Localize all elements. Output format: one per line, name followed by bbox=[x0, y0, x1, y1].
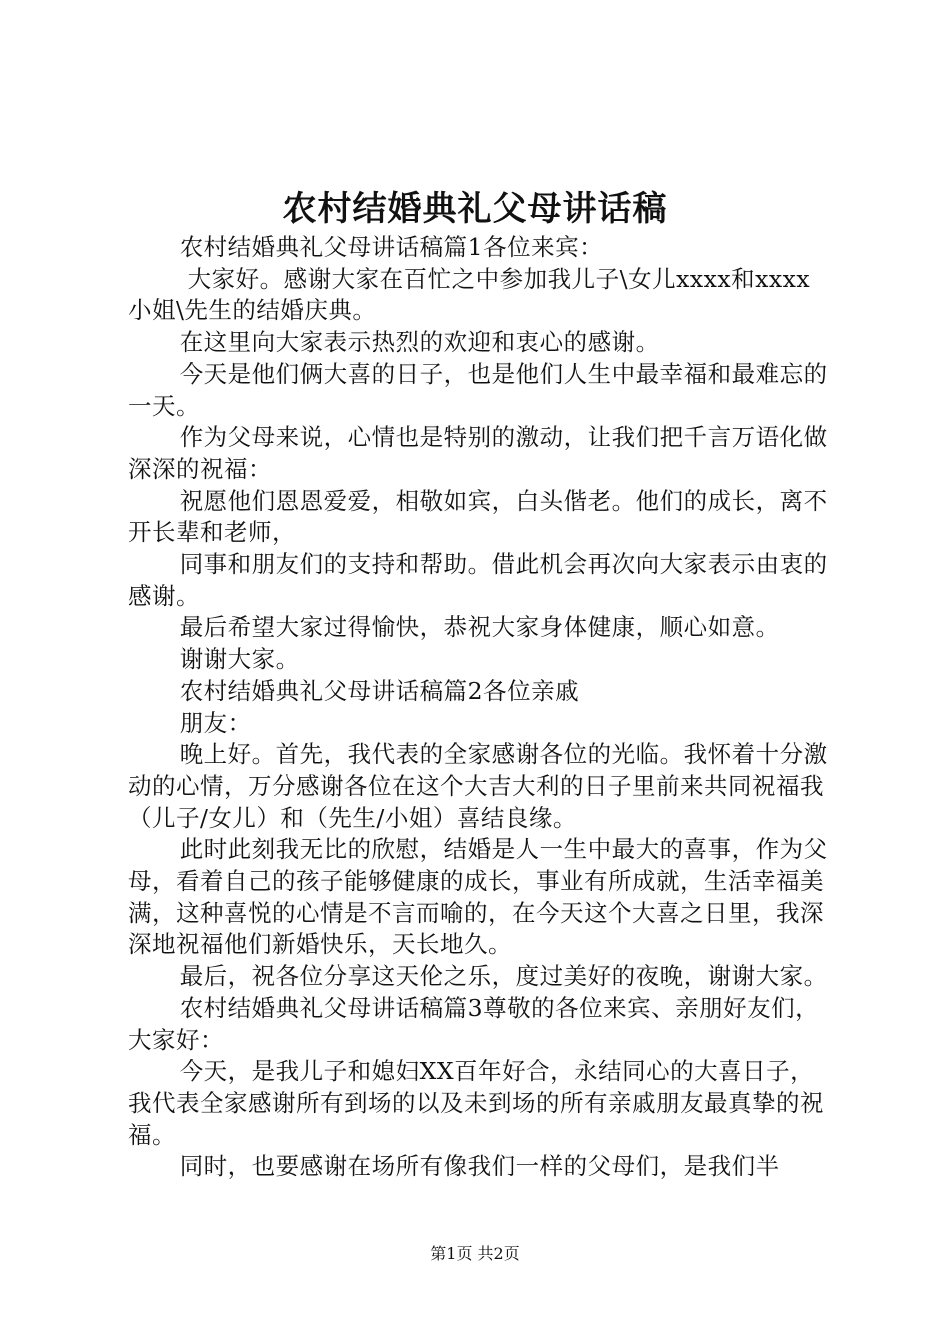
page-footer: 第1页 共2页 bbox=[430, 1244, 520, 1263]
paragraph: 最后，祝各位分享这天伦之乐，度过美好的夜晚，谢谢大家。 bbox=[179, 962, 828, 991]
paragraph: 大家好。感谢大家在百忙之中参加我儿子\女儿xxxx和xxxx小姐\先生的结婚庆典。 bbox=[128, 264, 811, 325]
paragraph: 晚上好。首先，我代表的全家感谢各位的光临。我怀着十分激动的心情，万分感谢各位在这个大吉大利的日子里前来共同祝福我（儿子/女儿）和（先生/小姐）喜结良缘。 bbox=[128, 740, 828, 832]
paragraph: 祝愿他们恩恩爱爱，相敬如宾，白头偕老。他们的成长，离不开长辈和老师， bbox=[128, 486, 828, 547]
paragraph: 最后希望大家过得愉快，恭祝大家身体健康，顺心如意。 bbox=[179, 613, 780, 642]
paragraph: 今天是他们俩大喜的日子，也是他们人生中最幸福和最难忘的一天。 bbox=[128, 359, 828, 420]
paragraph: 谢谢大家。 bbox=[179, 645, 300, 674]
paragraph: 农村结婚典礼父母讲话稿篇3尊敬的各位来宾、亲朋好友们，大家好： bbox=[128, 993, 820, 1054]
paragraph: 同时，也要感谢在场所有像我们一样的父母们，是我们半 bbox=[179, 1152, 780, 1181]
paragraph: 农村结婚典礼父母讲话稿篇1各位来宾： bbox=[179, 233, 604, 261]
paragraph: 作为父母来说，心情也是特别的激动，让我们把千言万语化做深深的祝福： bbox=[128, 423, 828, 483]
paragraph: 农村结婚典礼父母讲话稿篇2各位亲戚 bbox=[179, 676, 580, 705]
paragraph: 此时此刻我无比的欣慰，结婚是人一生中最大的喜事，作为父母，看着自己的孩子能够健康的成长，事业有所成就，生活幸福美满，这种喜悦的心情是不言而喻的，在今天这个大喜之日里，我深深地祝福他们新婚快乐，天长地久。 bbox=[128, 835, 828, 959]
paragraph: 今天，是我儿子和媳妇XX百年好合，永结同心的大喜日子，我代表全家感谢所有到场的以及未到场的所有亲戚朋友最真挚的祝福。 bbox=[128, 1057, 824, 1149]
document-title: 农村结婚典礼父母讲话稿 bbox=[282, 189, 668, 229]
paragraph: 朋友： bbox=[179, 708, 252, 737]
paragraph: 同事和朋友们的支持和帮助。借此机会再次向大家表示由衷的感谢。 bbox=[128, 550, 828, 610]
paragraph: 在这里向大家表示热烈的欢迎和衷心的感谢。 bbox=[179, 328, 660, 357]
document-body bbox=[128, 232, 834, 1183]
